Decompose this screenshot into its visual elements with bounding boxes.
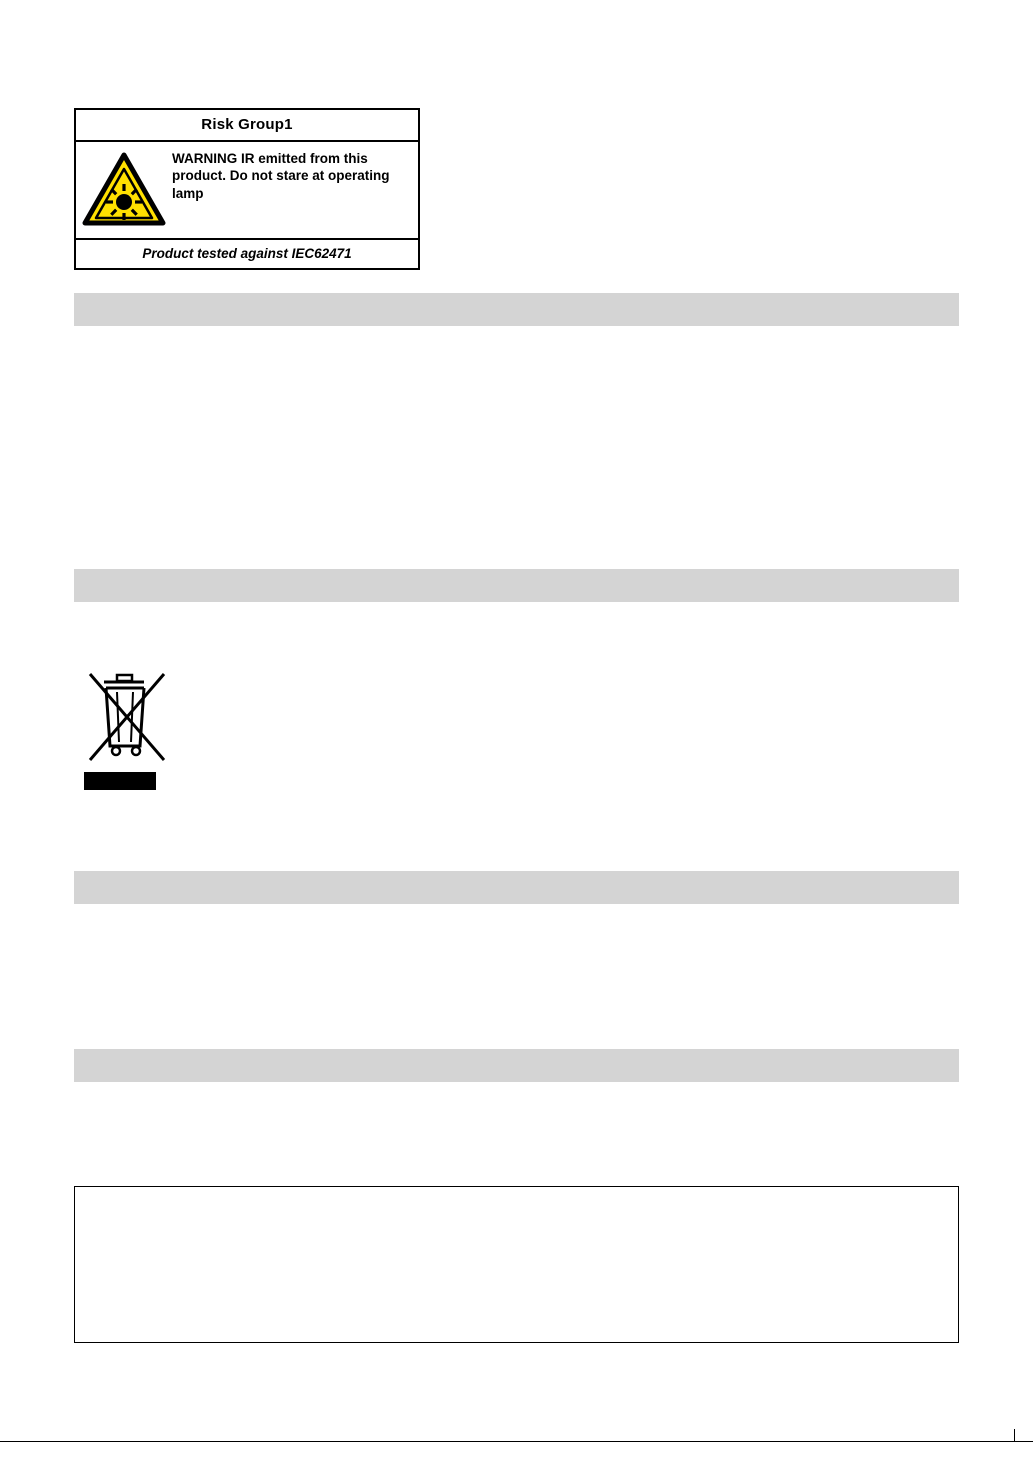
ir-hazard-triangle-icon [76, 148, 172, 226]
section-bar-2 [74, 569, 959, 602]
section-bar-3 [74, 871, 959, 904]
note-box [74, 1186, 959, 1343]
section-bar-4 [74, 1049, 959, 1082]
crossed-out-wheelie-bin-icon [84, 668, 170, 793]
risk-group-warning-rest: emitted from this product. Do not stare at operating lamp [172, 151, 390, 201]
risk-group-warning-text [172, 148, 418, 202]
footer-tick-mark [1014, 1429, 1015, 1442]
risk-group-body [76, 142, 418, 240]
risk-group-footer: Product tested against IEC62471 [142, 246, 352, 261]
footer-rule [0, 1441, 1033, 1442]
risk-group-title: Risk Group1 [76, 110, 418, 142]
risk-group-warning-strong: WARNING IR [172, 151, 255, 166]
section-bar-1 [74, 293, 959, 326]
weee-underline-bar [84, 772, 156, 790]
risk-group-label [74, 108, 420, 270]
